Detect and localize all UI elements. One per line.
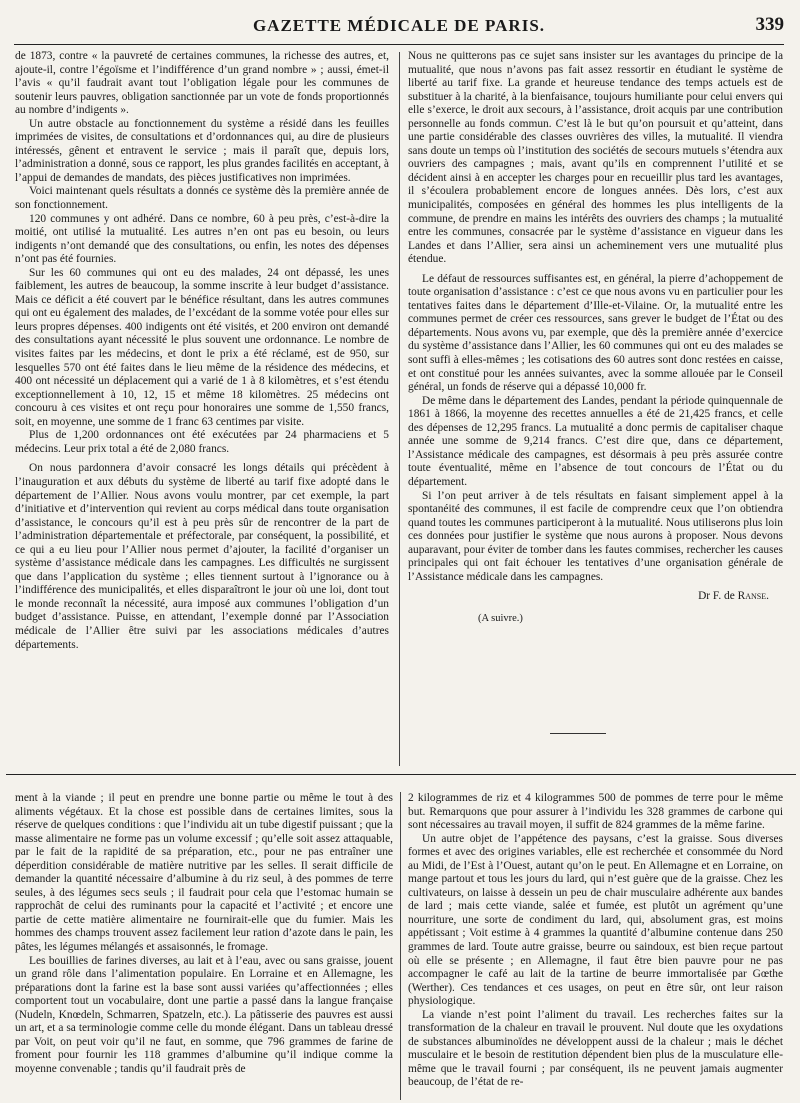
paragraph: Si l’on peut arriver à de tels résultats en faisant simplement appel à la spontanéité des communes, il est facile de comprendre ceux que l’on obtiendra quand toutes les communes participeront à la mutualité. Nous utiliserons plus loin ces données pour justifier le système que nous aurons à proposer. Nous devons auparavant, pour éviter de tomber dans les fautes commises, rechercher les causes principales qui ont fait échouer les tentatives d’une organisation générale de l’Assistance médicale dans les campagnes. [408,489,783,583]
signature-prefix: Dr F. de [698,590,738,603]
paragraph: Le défaut de ressources suffisantes est, en général, la pierre d’achoppement de toute organisation d’assistance : c’est ce que nous avons vu en particulier pour les tentatives faites dans le département d’Ille-et-Vilaine. Or, la mutualité entre les communes permet de créer ces ressources, sans grever le budget de l’État ou des départements. Nous avons vu, par exemple, que dès la première année d’exercice du système d’assistance dans l’Allier, les 60 communes qui ont eu des malades se sont suffi à elles-mêmes ; les cotisations des 60 autres sont donc restées en caisse, et ont constitué pour les années suivantes, avec la somme allouée par le Conseil général, un fonds de réserve qui a dépassé 10,000 fr. [408,272,783,394]
section-divider [6,774,796,775]
paragraph: Un autre obstacle au fonctionnement du système a résidé dans les feuilles imprimées de visites, de consultations et d’ordonnances qui, au dire de plusieurs intéressés, gênent et entravent le service ; mais il paraît que, depuis lors, l’administration a donné, sous ce rapport, les plus grandes facilités en acceptant, à l’appui de demandes de mandats, des pièces justificatives non imprimées. [15,117,389,184]
paragraph: Plus de 1,200 ordonnances ont été exécutées par 24 pharmaciens et 5 médecins. Leur prix total a été de 2,080 francs. [15,429,389,455]
column-divider [399,52,400,766]
column-divider [400,792,401,1100]
upper-left-column [15,50,389,766]
paragraph: Voici maintenant quels résultats a donnés ce système dès la première année de son fonctionnement. [15,185,389,212]
paragraph: Nous ne quitterons pas ce sujet sans insister sur les avantages du principe de la mutualité, que nous n’avons pas fait assez ressortir en étudiant le système de liberté au tarif fixe. La grande et heureuse tendance des temps actuels est de substituer à la charité, à la bienfaisance, toujours humiliante pour celui envers qui elle s’exerce, le droit aux secours, à l’assistance, droit acquis par une contribution personnelle au fonds commun. C’est là le but qu’on poursuit et qu’atteint, dans une partie considérable des classes ouvrières des villes, la mutualité. Il viendra sans doute un temps où l’institution des sociétés de secours mutuels s’étendra aux ouvriers des campagnes ; mais, avant qu’ils en comprennent l’utilité et se décident ainsi à en accepter les charges pour en recueillir plus tard les avantages, il s’écoulera probablement encore de longues années. Dès lors, c’est aux municipalités, composées en général des hommes les plus intelligents de la commune, de prendre en mains les intérêts des ouvriers des champs ; la mutualité entre les communes, consacrée par le système d’assistance en vigueur dans les Landes et dans l’Allier, sera ainsi un acheminement vers une mutualité plus étendue. [408,50,783,266]
page-header [14,10,784,45]
upper-right-column [408,50,783,760]
author-signature [408,590,783,604]
paragraph: La viande n’est point l’aliment du travail. Les recherches faites sur la transformation de la chaleur en travail le prouvent. Nul doute que les oxydations de substances albuminoïdes ne développent aussi de la chaleur ; mais le déchet musculaire et le besoin de restitution dépendent bien plus de la musculature elle-même que le travail fourni ; par conséquent, ils ne peuvent jamais augmenter beaucoup, de l’état de re- [408,1008,783,1089]
paragraph: ment à la viande ; il peut en prendre une bonne partie ou même le tout à des aliments végétaux. Et la chose est possible dans de certaines limites, sous la réserve de quelques conditions : que l’individu ait un tube digestif puissant ; que la masse alimentaire ne forme pas un volume excessif ; qu’elle soit assez attaquable, par le fait de la rapidité de sa préparation, etc., pour ne pas entraîner une déperdition considérable de matière nutritive par les selles. Il serait difficile de demander la quantité nécessaire d’albumine à du riz seul, à des pommes de terre seules, à des légumes secs seuls ; il faudrait pour cela que l’estomac humain se rapprochât de celui des ruminants pour la capacité et l’activité ; et encore une partie de cette matière alimentaire ne fournirait-elle que du fumier. Mais les hommes des champs trouvent assez facilement leur ration d’azote dans le pain, les pâtes, les légumes mélangés et assaisonnés, le fromage. [15,792,393,954]
paragraph: On nous pardonnera d’avoir consacré les longs détails qui précèdent à l’inauguration et aux débuts du système de liberté au tarif fixe adopté dans le département de l’Allier. Nous avons voulu montrer, par cet exemple, la part d’initiative et d’intervention qui revient au corps médical dans toute organisation d’assistance, le concours qu’il est à peu près sûr de rencontrer de la part de l’administration départementale et préfectorale, par conséquent, la possibilité, et ce qui a eu lieu pour l’Allier nous permet d’ajouter, la facilité d’organiser un système d’assistance médicale dans les campagnes. Les difficultés ne surgissent que dans l’application du système ; elles tiennent surtout à l’ignorance ou à l’indifférence des municipalités, et elles disparaîtront le jour où une loi, dont tout le monde reconnaît la nécessité, aura imposé aux communes l’obligation d’un budget d’assistance. Puisse, en attendant, l’exemple donné par l’Association médicale de l’Allier être suivi par les associations médicales d’autres départements. [15,462,389,651]
paragraph: de 1873, contre « la pauvreté de certaines communes, la richesse des autres, et, ajoute-il, contre l’égoïsme et l’indifférence d’un grand nombre » ; aussi, émet-il l’avis « qu’il faudrait avant tout l’obligation légale pour les communes de soutenir leurs pauvres, obligation sanctionnée par un vote de fonds proportionnés au nombre d’indigents ». [15,50,389,117]
paragraph: 2 kilogrammes de riz et 4 kilogrammes 500 de pommes de terre pour le même but. Remarquons que pour assurer à l’individu les 328 grammes de carbone qui sont nécessaires au travail moyen, il suffit de 824 grammes de la même farine. [408,792,783,832]
paragraph: De même dans le département des Landes, pendant la période quinquennale de 1861 à 1866, la moyenne des recettes annuelles a été de 21,425 francs, et celle des dépenses de 12,295 francs. La mutualité a donc permis de capitaliser chaque année une somme de 9,214 francs. C’est dire que, dans ce département, l’Assistance médicale des campagnes, est désormais à peu près assurée contre toute éventualité, même en l’absence de tout concours de l’État ou du département. [408,394,783,488]
paragraph: Un autre objet de l’appétence des paysans, c’est la graisse. Sous diverses formes et avec des origines variables, elle est recherchée et consommée du Nord au Midi, de l’Est à l’Ouest, autant qu’on le peut. En Allemagne et en Lorraine, on mange partout et tous les jours du lard, qui n’est guère que de la graisse. Chez les cultivateurs, on laisse à dessein un peu de chair musculaire adhérente aux bandes de lard ; mais cette viande, salée et fumée, est plutôt un agrément qu’une nourriture, une sorte de condiment du lard, qui, absolument gras, est moins appétissant ; Voit estime à 4 grammes la quantité d’albumine contenue dans 250 grammes de lard. Toute autre graisse, beurre ou saindoux, est bien reçue partout où elle se présente ; en Allemagne, il faut être bien pauvre pour ne pas accompagner le café au lait de la tartine de beurre immortalisée par Gœthe (Werther). Ces tendances et ces usages, on peut en être sûr, ont leur raison physiologique. [408,832,783,1008]
paragraph: 120 communes y ont adhéré. Dans ce nombre, 60 à peu près, c’est-à-dire la moitié, ont utilisé la mutualité. Les autres n’en ont pas eu besoin, ou leurs indigents n’ont demandé que des consultations, ou enfin, les notes des dépenses n’ont pas été fournies. [15,212,389,266]
paragraph: Les bouillies de farines diverses, au lait et à l’eau, avec ou sans graisse, jouent un grand rôle dans l’alimentation populaire. En Lorraine et en Allemagne, les préparations dont la farine est la base sont aussi variées qu’affectionnées ; elles comportent tout un vocabulaire, dont une partie a passé dans la langue française (Nudeln, Knœdeln, Schmarren, Spatzeln, etc.). La pâtisserie des pauvres est aussi un art, et a sa terminologie comme celle du monde élégant. Dans un tableau dressé par Voit, on peut voir qu’il ne faut, en somme, que 796 grammes de farine de froment pour fournir les 118 grammes d’albumine qu’il indique comme la moyenne convenable ; tandis qu’il faudrait près de [15,954,393,1075]
lower-right-column [408,792,783,1100]
end-of-article-rule [550,733,606,734]
page-number: 339 [755,14,784,35]
journal-title: GAZETTE MÉDICALE DE PARIS. [252,16,546,35]
continued-note: (A suivre.) [478,612,523,624]
paragraph: Sur les 60 communes qui ont eu des malades, 24 ont dépassé, les unes faiblement, les autres de beaucoup, la somme inscrite à leur budget d’assistance. Mais ce déficit a été couvert par le bénéfice résultant, dans les autres communes qui ont eu également des malades, de l’excédant de la somme votée pour elles sur leurs propres dépenses. 400 indigents ont été visités, et 200 environ ont demandé des consultations ayant nécessité le plus souvent une ordonnance. Le nombre de visites faites par les médecins, et dont le prix a été réclamé, est de 950, sur lesquelles 570 ont été faites dans le lieu même de la résidence des médecins, et 400 ont nécessité un déplacement qui a varié de 1 à 8 kilomètres, et s’est étendu exceptionnellement à 10, 12, 15 et même 18 kilomètres. 25 médecins ont concouru à ces visites et ont reçu pour honoraires une somme de 1,550 francs, soit, en moyenne, une somme de 1 franc 63 centimes par visite. [15,266,389,428]
signature-name: Ranse. [737,590,769,603]
lower-left-column [15,792,393,1100]
